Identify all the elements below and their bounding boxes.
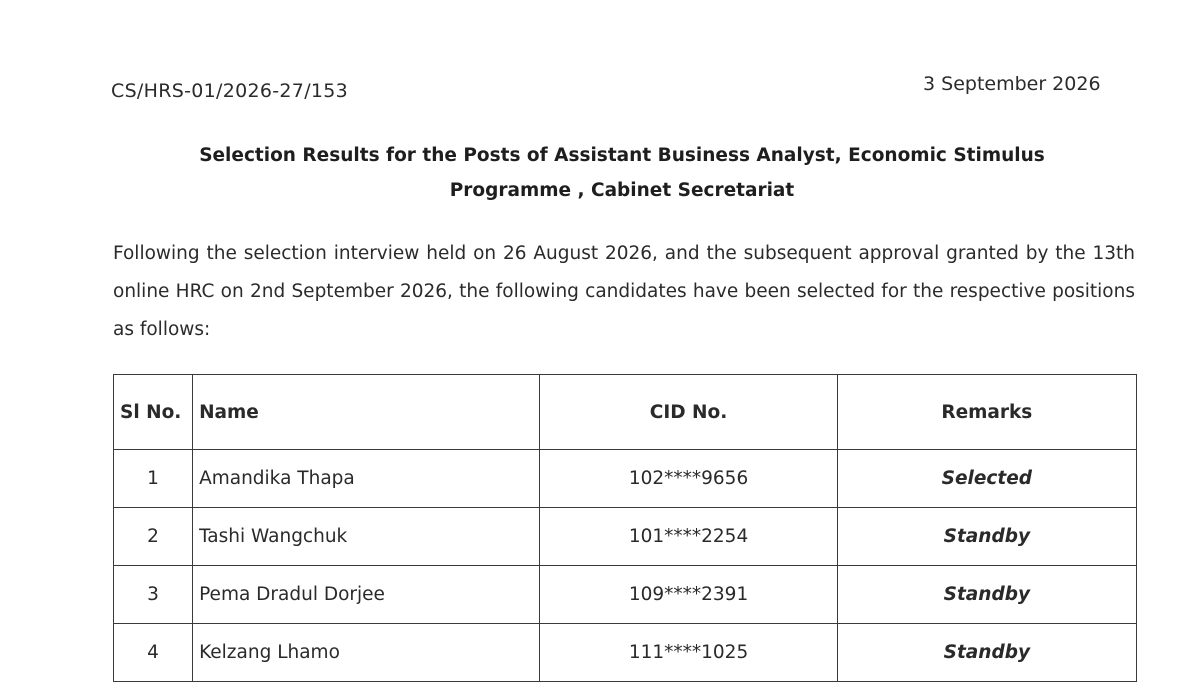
header-cid-no: CID No. [540,375,837,450]
reference-number: CS/HRS-01/2026-27/153 [111,80,349,102]
header-remarks: Remarks [837,375,1136,450]
cell-sl-no: 4 [114,624,193,682]
cell-sl-no: 2 [114,508,193,566]
table-header-row [114,375,1137,450]
document-title [110,138,1134,208]
table-row [114,508,1137,566]
cell-name: Kelzang Lhamo [193,624,540,682]
table-row [114,624,1137,682]
cell-remarks: Standby [837,566,1136,624]
table-row [114,450,1137,508]
cell-remarks: Standby [837,508,1136,566]
cell-cid-no: 111****1025 [540,624,837,682]
title-line-2: Programme , Cabinet Secretariat [449,180,795,201]
title-line-1: Selection Results for the Posts of Assistant Business Analyst, Economic Stimulus [199,145,1045,166]
cell-sl-no: 3 [114,566,193,624]
cell-name: Amandika Thapa [193,450,540,508]
cell-cid-no: 101****2254 [540,508,837,566]
document-date: 3 September 2026 [923,73,1101,95]
cell-cid-no: 109****2391 [540,566,837,624]
cell-name: Tashi Wangchuk [193,508,540,566]
cell-remarks: Selected [837,450,1136,508]
cell-name: Pema Dradul Dorjee [193,566,540,624]
results-table [113,374,1137,682]
body-paragraph: Following the selection interview held on 26 August 2026, and the subsequent approval granted by the 13th online HRC on 2nd September 2026, the following candidates have been selected for the respective positions as follows: [113,243,1135,340]
table-row [114,566,1137,624]
header-name: Name [193,375,540,450]
cell-sl-no: 1 [114,450,193,508]
header-sl-no: Sl No. [114,375,193,450]
cell-cid-no: 102****9656 [540,450,837,508]
cell-remarks: Standby [837,624,1136,682]
